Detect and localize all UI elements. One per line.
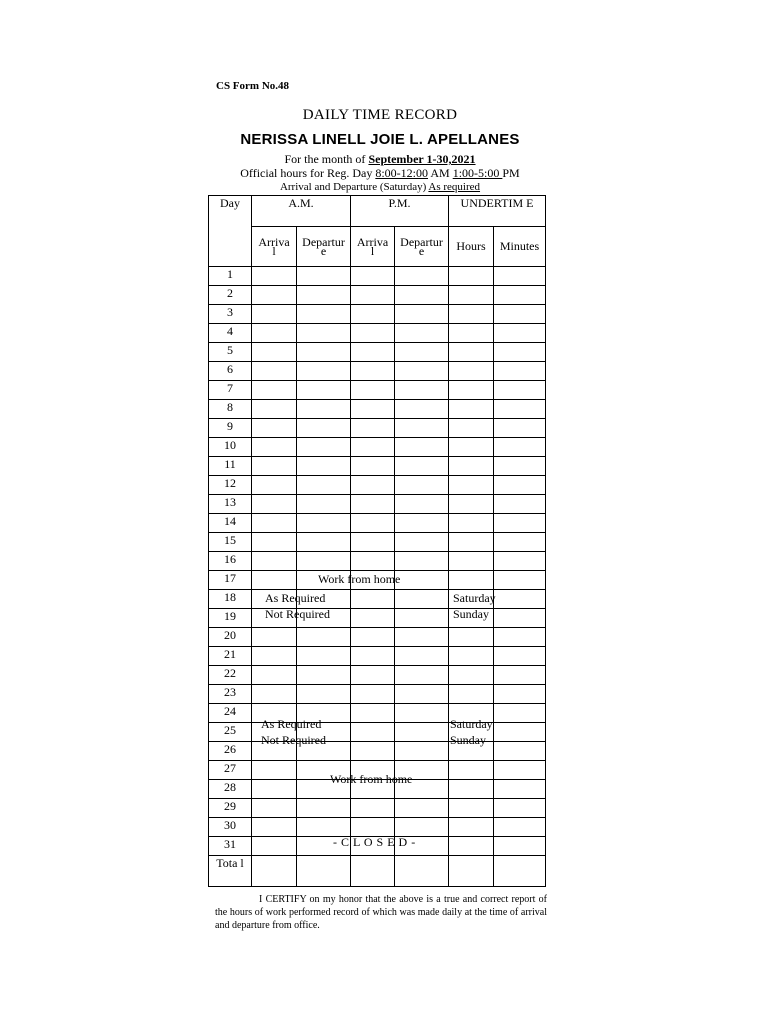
time-cell xyxy=(252,761,297,780)
time-cell xyxy=(297,343,351,362)
time-cell xyxy=(494,818,546,837)
time-cell xyxy=(494,495,546,514)
time-cell xyxy=(297,628,351,647)
time-cell xyxy=(395,666,449,685)
table-row xyxy=(209,533,546,552)
time-cell xyxy=(252,495,297,514)
time-cell xyxy=(494,476,546,495)
time-cell xyxy=(494,780,546,799)
time-cell xyxy=(449,286,494,305)
time-cell xyxy=(449,400,494,419)
time-cell xyxy=(297,381,351,400)
work-from-home-note-1: Work from home xyxy=(318,572,401,586)
table-row xyxy=(209,628,546,647)
table-row xyxy=(209,476,546,495)
saturday-note-1: Saturday xyxy=(453,591,496,605)
time-cell xyxy=(351,818,395,837)
not-required-note-2: Not Required xyxy=(261,733,326,747)
saturday-prefix: Arrival and Departure (Saturday) xyxy=(279,181,429,193)
table-row xyxy=(209,514,546,533)
time-cell xyxy=(449,362,494,381)
table-row xyxy=(209,495,546,514)
time-cell xyxy=(351,324,395,343)
time-cell xyxy=(395,438,449,457)
as-required-note-1: As Required xyxy=(265,591,326,605)
time-cell xyxy=(494,666,546,685)
time-cell xyxy=(449,761,494,780)
time-cell xyxy=(449,685,494,704)
time-cell xyxy=(395,514,449,533)
time-cell xyxy=(252,552,297,571)
time-cell xyxy=(252,571,297,590)
day-number: 6 xyxy=(209,362,252,381)
time-cell xyxy=(297,362,351,381)
time-cell xyxy=(494,609,546,628)
time-cell xyxy=(494,723,546,742)
time-cell xyxy=(351,381,395,400)
time-cell xyxy=(395,343,449,362)
time-cell xyxy=(494,438,546,457)
table-row xyxy=(209,704,546,723)
time-cell xyxy=(297,476,351,495)
time-cell xyxy=(449,799,494,818)
time-cell xyxy=(449,666,494,685)
time-cell xyxy=(351,419,395,438)
day-number: 2 xyxy=(209,286,252,305)
table-row xyxy=(209,457,546,476)
day-number: 3 xyxy=(209,305,252,324)
time-cell xyxy=(395,818,449,837)
pm-header: P.M. xyxy=(351,196,449,227)
day-number: 27 xyxy=(209,761,252,780)
closed-note: - C L O S E D - xyxy=(333,835,416,849)
time-cell xyxy=(395,685,449,704)
time-cell xyxy=(252,457,297,476)
time-cell xyxy=(395,324,449,343)
time-cell xyxy=(449,305,494,324)
time-cell xyxy=(252,837,297,856)
time-cell xyxy=(449,628,494,647)
month-prefix: For the month of xyxy=(284,152,369,166)
time-cell xyxy=(351,704,395,723)
time-cell xyxy=(395,495,449,514)
day-number: 30 xyxy=(209,818,252,837)
time-cell xyxy=(395,742,449,761)
time-cell xyxy=(351,552,395,571)
total-label: Tota l xyxy=(209,856,252,887)
table-row xyxy=(209,647,546,666)
time-cell xyxy=(449,647,494,666)
time-cell xyxy=(351,723,395,742)
time-cell xyxy=(395,286,449,305)
certification-text xyxy=(215,893,547,932)
time-cell xyxy=(494,799,546,818)
header-row-2 xyxy=(209,227,546,267)
time-cell xyxy=(449,476,494,495)
as-required-note-2: As Required xyxy=(261,717,322,731)
time-cell xyxy=(449,552,494,571)
time-cell xyxy=(494,267,546,286)
arrival-pm-header: Arriva l xyxy=(351,227,395,267)
month-line xyxy=(0,153,760,166)
time-cell xyxy=(395,647,449,666)
time-cell xyxy=(252,324,297,343)
time-cell xyxy=(395,419,449,438)
pm-hours: 1:00-5:00 xyxy=(452,166,503,180)
work-from-home-note-2: Work from home xyxy=(330,772,413,786)
time-cell xyxy=(351,267,395,286)
time-cell xyxy=(252,647,297,666)
time-cell xyxy=(395,362,449,381)
sunday-note-1: Sunday xyxy=(453,607,489,621)
time-cell xyxy=(297,647,351,666)
hours-header: Hours xyxy=(449,227,494,267)
month-value: September 1-30,2021 xyxy=(368,152,476,166)
time-cell xyxy=(395,704,449,723)
time-cell xyxy=(395,381,449,400)
day-number: 29 xyxy=(209,799,252,818)
time-cell xyxy=(494,590,546,609)
day-number: 13 xyxy=(209,495,252,514)
time-cell xyxy=(297,267,351,286)
am-label: AM xyxy=(428,166,453,180)
time-cell xyxy=(395,723,449,742)
time-cell xyxy=(297,419,351,438)
time-cell xyxy=(494,704,546,723)
am-hours: 8:00-12:00 xyxy=(375,166,429,180)
time-cell xyxy=(494,400,546,419)
time-cell xyxy=(449,438,494,457)
time-cell xyxy=(297,533,351,552)
time-cell xyxy=(449,780,494,799)
departure-pm-header: Departur e xyxy=(395,227,449,267)
time-cell xyxy=(297,400,351,419)
time-cell xyxy=(351,666,395,685)
time-cell xyxy=(297,438,351,457)
total-cell xyxy=(297,856,351,887)
not-required-note-1: Not Required xyxy=(265,607,330,621)
table-row xyxy=(209,362,546,381)
day-number: 4 xyxy=(209,324,252,343)
time-cell xyxy=(494,324,546,343)
time-cell xyxy=(494,628,546,647)
saturday-note-2: Saturday xyxy=(450,717,493,731)
time-cell xyxy=(395,533,449,552)
time-cell xyxy=(449,533,494,552)
time-cell xyxy=(351,628,395,647)
time-cell xyxy=(351,438,395,457)
day-number: 11 xyxy=(209,457,252,476)
table-row xyxy=(209,267,546,286)
day-number: 23 xyxy=(209,685,252,704)
time-cell xyxy=(252,628,297,647)
time-cell xyxy=(494,552,546,571)
time-cell xyxy=(297,286,351,305)
table-row xyxy=(209,685,546,704)
time-cell xyxy=(494,343,546,362)
time-cell xyxy=(351,362,395,381)
time-cell xyxy=(252,343,297,362)
time-cell xyxy=(297,324,351,343)
total-cell xyxy=(494,856,546,887)
table-row xyxy=(209,400,546,419)
time-cell xyxy=(395,590,449,609)
time-cell xyxy=(494,419,546,438)
day-number: 31 xyxy=(209,837,252,856)
time-cell xyxy=(351,647,395,666)
table-row xyxy=(209,324,546,343)
time-cell xyxy=(252,818,297,837)
time-cell xyxy=(395,552,449,571)
time-cell xyxy=(395,457,449,476)
time-cell xyxy=(449,324,494,343)
time-cell xyxy=(252,438,297,457)
pm-label: PM xyxy=(502,166,520,180)
time-cell xyxy=(351,343,395,362)
time-cell xyxy=(252,419,297,438)
time-cell xyxy=(494,514,546,533)
time-cell xyxy=(351,609,395,628)
total-cell xyxy=(351,856,395,887)
time-cell xyxy=(494,742,546,761)
time-cell xyxy=(351,476,395,495)
time-cell xyxy=(494,571,546,590)
time-cell xyxy=(449,381,494,400)
document-title: DAILY TIME RECORD xyxy=(302,107,458,123)
certification-body: I CERTIFY on my honor that the above is a true and correct report of the hours of work performed record of which was made daily at the time of arrival and departure from office. xyxy=(215,894,547,931)
time-cell xyxy=(252,476,297,495)
time-cell xyxy=(494,305,546,324)
day-number: 15 xyxy=(209,533,252,552)
time-cell xyxy=(395,305,449,324)
time-cell xyxy=(252,267,297,286)
time-cell xyxy=(297,799,351,818)
time-cell xyxy=(252,362,297,381)
day-number: 1 xyxy=(209,267,252,286)
time-cell xyxy=(297,685,351,704)
time-cell xyxy=(252,780,297,799)
table-row xyxy=(209,419,546,438)
table-row xyxy=(209,552,546,571)
undertime-header: UNDERTIM E xyxy=(449,196,546,227)
day-number: 14 xyxy=(209,514,252,533)
time-cell xyxy=(494,761,546,780)
time-cell xyxy=(494,362,546,381)
time-cell xyxy=(252,514,297,533)
table-row xyxy=(209,343,546,362)
table-row xyxy=(209,666,546,685)
time-cell xyxy=(351,400,395,419)
time-cell xyxy=(351,495,395,514)
day-number: 9 xyxy=(209,419,252,438)
total-cell xyxy=(449,856,494,887)
day-number: 21 xyxy=(209,647,252,666)
time-cell xyxy=(395,267,449,286)
am-header: A.M. xyxy=(252,196,351,227)
day-number: 24 xyxy=(209,704,252,723)
time-cell xyxy=(395,799,449,818)
table-row xyxy=(209,305,546,324)
table-row xyxy=(209,742,546,761)
arrival-am-header: Arriva l xyxy=(252,227,297,267)
time-cell xyxy=(297,818,351,837)
saturday-line xyxy=(0,181,760,194)
time-cell xyxy=(252,533,297,552)
time-cell xyxy=(449,818,494,837)
table-row xyxy=(209,286,546,305)
time-cell xyxy=(252,799,297,818)
time-cell xyxy=(297,495,351,514)
time-cell xyxy=(395,628,449,647)
time-cell xyxy=(449,419,494,438)
total-cell xyxy=(395,856,449,887)
departure-am-header: Departur e xyxy=(297,227,351,267)
table-row xyxy=(209,723,546,742)
time-cell xyxy=(297,305,351,324)
time-cell xyxy=(351,590,395,609)
saturday-value: As required xyxy=(428,181,481,193)
time-cell xyxy=(449,837,494,856)
time-cell xyxy=(395,476,449,495)
day-number: 10 xyxy=(209,438,252,457)
day-number: 8 xyxy=(209,400,252,419)
day-number: 16 xyxy=(209,552,252,571)
official-hours-line xyxy=(0,167,760,180)
day-number: 18 xyxy=(209,590,252,609)
day-number: 19 xyxy=(209,609,252,628)
employee-name: NERISSA LINELL JOIE L. APELLANES xyxy=(240,131,520,148)
total-row xyxy=(209,856,546,887)
time-cell xyxy=(252,685,297,704)
form-number: CS Form No.48 xyxy=(216,80,290,92)
table-row xyxy=(209,818,546,837)
table-row xyxy=(209,609,546,628)
table-row xyxy=(209,381,546,400)
day-number: 7 xyxy=(209,381,252,400)
time-cell xyxy=(449,495,494,514)
time-cell xyxy=(297,457,351,476)
time-cell xyxy=(351,685,395,704)
table-row xyxy=(209,438,546,457)
day-number: 25 xyxy=(209,723,252,742)
time-cell xyxy=(449,514,494,533)
time-cell xyxy=(494,685,546,704)
day-number: 26 xyxy=(209,742,252,761)
time-cell xyxy=(395,400,449,419)
time-cell xyxy=(252,286,297,305)
time-cell xyxy=(351,305,395,324)
time-cell xyxy=(297,552,351,571)
time-cell xyxy=(494,533,546,552)
time-cell xyxy=(494,837,546,856)
header-row-1 xyxy=(209,196,546,227)
time-cell xyxy=(395,571,449,590)
time-cell xyxy=(297,666,351,685)
sunday-note-2: Sunday xyxy=(450,733,486,747)
time-cell xyxy=(494,381,546,400)
time-cell xyxy=(351,799,395,818)
time-cell xyxy=(494,286,546,305)
time-cell xyxy=(252,666,297,685)
time-cell xyxy=(494,647,546,666)
time-cell xyxy=(351,742,395,761)
time-cell xyxy=(297,514,351,533)
day-number: 17 xyxy=(209,571,252,590)
time-cell xyxy=(351,533,395,552)
day-number: 12 xyxy=(209,476,252,495)
day-number: 22 xyxy=(209,666,252,685)
time-cell xyxy=(351,286,395,305)
hours-prefix: Official hours for Reg. Day xyxy=(240,166,376,180)
time-cell xyxy=(449,571,494,590)
time-cell xyxy=(449,343,494,362)
time-cell xyxy=(351,514,395,533)
time-cell xyxy=(351,457,395,476)
time-cell xyxy=(449,457,494,476)
minutes-header: Minutes xyxy=(494,227,546,267)
time-cell xyxy=(395,609,449,628)
table-row xyxy=(209,799,546,818)
time-cell xyxy=(494,457,546,476)
day-number: 28 xyxy=(209,780,252,799)
time-cell xyxy=(252,305,297,324)
time-cell xyxy=(252,381,297,400)
time-cell xyxy=(449,267,494,286)
day-number: 5 xyxy=(209,343,252,362)
day-number: 20 xyxy=(209,628,252,647)
time-cell xyxy=(252,400,297,419)
day-header: Day xyxy=(209,196,252,267)
total-cell xyxy=(252,856,297,887)
